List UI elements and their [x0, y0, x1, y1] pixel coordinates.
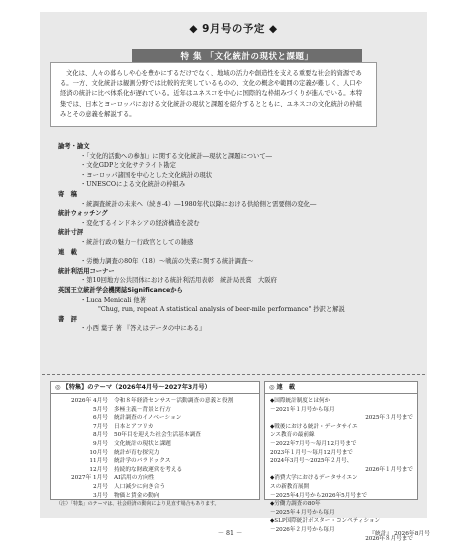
theme-row — [56, 414, 256, 423]
theme-month: 2027年 1月号 — [71, 475, 108, 482]
theme-topic: 統計調査のイノベーション — [114, 415, 182, 422]
theme-topic: 日本とアフリカ — [114, 423, 154, 430]
theme-row — [56, 449, 256, 458]
theme-row — [56, 483, 256, 492]
theme-row — [56, 457, 256, 466]
theme-month: 2月号 — [93, 483, 108, 490]
theme-topic: 統計が育む探究力 — [114, 449, 160, 456]
series-line: スの新教育展開 — [270, 483, 310, 490]
section-item: ・変化するインドネシアの経済構造を読む — [80, 219, 200, 227]
series-line: 2026年１月号まで — [365, 466, 413, 473]
series-box-heading: ◎ 連 載 — [265, 382, 417, 394]
series-line: 2023年１月号～毎月12月号まで — [270, 449, 353, 456]
theme-month: 12月号 — [89, 466, 108, 473]
theme-row — [56, 423, 256, 432]
theme-month: 9月号 — [93, 440, 108, 447]
theme-row — [56, 492, 256, 501]
section-heading: 連 載 — [58, 248, 77, 256]
theme-topic: 50年目を迎えた社会生活基本調査 — [114, 432, 201, 439]
section-item: ・統計行政の魅力－行政官としての雑感 — [80, 238, 194, 246]
page-title: ◆ 9月号の予定 ◆ — [189, 23, 278, 35]
series-line: ◆労働力調査の80年 — [270, 501, 321, 508]
section-heading: 統計ウォッチング — [58, 210, 108, 218]
series-line: －2025年4月号から2026年5月号まで — [270, 492, 368, 499]
section-heading: 論考・論文 — [58, 143, 90, 150]
series-line: ◆戦後における統計・データサイエ — [270, 423, 358, 430]
theme-topic: 物価と賃金の動向 — [114, 492, 160, 499]
feature-intro: 文化は、人々の暮らしや心を豊かにするだけでなく、地域の活力や創造性を支える重要な社会的資源である。一方、文化統計は観測分野では比較的充実しているものの、文化の概念や範囲の定義が難しく、人口や経済の統計に比べ体系化が遅れている。近年はユネスコを中心に国際的な枠組みづくりが進んでいる。本特集では、日本とヨーロッパにおける文化統計の現状と課題を紹介するとともに、ユネスコの文化統計の枠組みとその意義を解説する。 — [50, 62, 377, 127]
theme-list — [51, 394, 259, 500]
theme-row — [56, 406, 256, 415]
theme-month: 7月号 — [93, 423, 108, 430]
section-heading: 寄 稿 — [58, 190, 77, 198]
series-line: 2024年3月号～2025年２月号、 — [270, 458, 353, 465]
section-heading: 英国王立統計学会機関誌Significanceから — [58, 286, 183, 294]
series-line: ◆消費大学におけるデータサイエン — [270, 475, 358, 482]
series-line: 2026年８月号まで — [365, 535, 413, 542]
section-item: ・統調査統計の未来へ（続き-4）―1980年代以降における供給側と需要側の変化― — [80, 200, 317, 208]
series-line: ◆SLP国際統計ポスター・コンペティション — [270, 518, 381, 525]
theme-box — [50, 381, 260, 508]
theme-row — [56, 440, 256, 449]
section-item: ・労働力調査の80年（18）～戦前の失業に関する統計調査～ — [80, 258, 254, 266]
theme-month: 6月号 — [93, 415, 108, 422]
feature-banner: 特 集 「文化統計の現状と課題」 — [132, 49, 362, 65]
theme-note: （注）「特集」のテーマは、社会経済の動向により見直す場合もあります。 — [56, 501, 220, 508]
theme-topic: 令和８年経済センサス－活動調査の意義と役割 — [114, 398, 234, 404]
article-title: "Chug, run, repeat A statistical analysis of beer-mile performance" 抄訳と解説 — [98, 306, 345, 314]
theme-month: 8月号 — [93, 432, 108, 439]
series-line: ◆国際統計制度とは何か — [270, 398, 331, 404]
contents-list — [58, 142, 418, 334]
series-list — [265, 394, 417, 543]
theme-topic: 文化統計の現状と課題 — [114, 440, 171, 447]
section-heading: 統計利活用コーナー — [58, 267, 115, 275]
theme-topic: AI活用の方向性 — [114, 475, 155, 482]
theme-topic: 持続的な財政運営を考える — [114, 466, 183, 473]
section-item: ・「文化的活動への参加」に関する文化統計―現状と課題について― — [80, 152, 272, 160]
theme-row — [56, 466, 256, 475]
theme-topic: 多極主義－背景と行方 — [114, 406, 171, 413]
section-heading: 書 評 — [58, 315, 77, 323]
series-line: ンス教育の最前線 — [270, 432, 315, 439]
theme-row — [56, 397, 256, 406]
section-heading: 統計寸評 — [58, 229, 84, 237]
series-line: －2026年２月号から毎月 — [270, 526, 335, 533]
section-item: ・ヨーロッパ諸国を中心とした文化統計の現状 — [80, 171, 213, 179]
series-line: －2025年４月号から毎月 — [270, 509, 335, 516]
series-line: 2025年３月号まで — [365, 415, 413, 422]
theme-month: 3月号 — [93, 492, 108, 499]
theme-month: 5月号 — [93, 406, 108, 413]
journal-issue: 『統計』 2026年8月号 — [369, 531, 430, 537]
theme-topic: 人口減少に向き合う — [114, 483, 166, 490]
theme-topic: 統計学のパラドックス — [114, 458, 171, 465]
theme-month: 11月号 — [89, 458, 108, 465]
section-item: ・UNESCOによる文化統計の枠組み — [80, 181, 186, 189]
section-item: ・第10回地方公共団体における統計利活用表彰 統計局長賞 大阪府 — [80, 277, 277, 285]
section-divider — [42, 374, 425, 375]
theme-row — [56, 431, 256, 440]
page-number: － 81 － — [217, 530, 243, 537]
section-item: ・小西 葉子 著 『答えはデータの中にある』 — [80, 325, 206, 333]
theme-row — [56, 474, 256, 483]
series-line: －2022年7月号～毎月12月号まで — [270, 440, 357, 447]
theme-month: 10月号 — [89, 449, 108, 456]
theme-month: 2026年 4月号 — [71, 398, 108, 404]
section-item: ・Luca Menicali 他著 — [80, 296, 146, 304]
theme-box-heading: ◎ 【特集】のテーマ（2026年4月号～2027年3月号） — [51, 382, 259, 394]
series-line: －2021年１月号から毎月 — [270, 406, 335, 413]
section-item: ・文化GDPと文化サテライト勘定 — [80, 162, 176, 170]
